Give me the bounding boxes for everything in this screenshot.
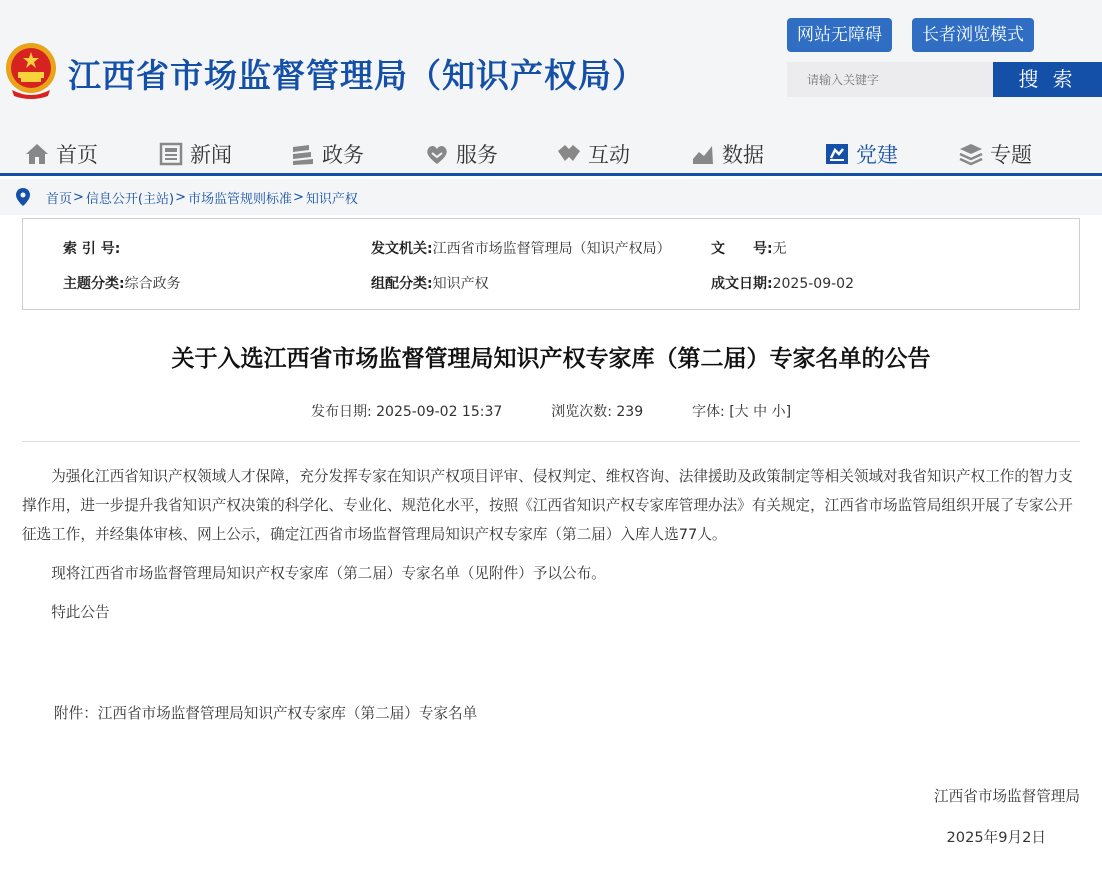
site-title: 江西省市场监督管理局（知识产权局） [68,56,646,95]
publish-date-value: 2025-09-02 15:37 [376,404,503,420]
publish-date-label: 发布日期: [310,404,372,420]
nav-item-label: 数据 [722,143,764,167]
nav-item-data[interactable] [690,138,764,170]
meta-group [371,273,489,293]
font-size-bracket-open: [ [729,404,735,420]
meta-issuer-label: 发文机关: [371,241,433,257]
nav-item-label: 服务 [456,143,498,167]
home-icon [24,141,50,167]
nav-item-news[interactable] [158,138,232,170]
breadcrumb-info-public[interactable]: 信息公开(主站) [85,191,175,207]
meta-group-label: 组配分类: [371,276,433,292]
news-icon [158,141,184,167]
accessibility-button[interactable]: 网站无障碍 [787,18,892,52]
nav-item-label: 首页 [56,143,98,167]
site-header [0,0,1102,130]
article-paragraph: 现将江西省市场监督管理局知识产权专家库（第二届）专家名单（见附件）予以公布。 [51,565,606,582]
meta-date [711,273,854,293]
meta-doc-no-value: 无 [772,241,787,257]
elder-mode-button[interactable]: 长者浏览模式 [912,18,1034,52]
breadcrumb-ip[interactable]: 知识产权 [305,191,358,207]
meta-issuer-value: 江西省市场监督管理局（知识产权局） [432,241,671,257]
search-input[interactable] [787,62,993,97]
meta-index [63,238,120,258]
topic-icon [958,141,984,167]
breadcrumb [0,179,1102,215]
nav-item-label: 互动 [588,143,630,167]
service-icon [424,141,450,167]
main-nav [0,130,1102,176]
meta-date-value: 2025-09-02 [772,276,854,292]
breadcrumb-separator: > [293,189,304,205]
signature-organization: 江西省市场监督管理局 [934,788,1080,805]
article-body [22,462,1080,637]
nav-item-service[interactable] [424,138,498,170]
article-divider [22,441,1080,442]
nav-item-label: 政务 [322,143,364,167]
interaction-icon [556,141,582,167]
meta-index-label: 索 引 号: [63,241,121,257]
article-paragraph: 特此公告 [51,604,110,621]
signature-date: 2025年9月2日 [946,829,1046,846]
nav-item-label: 专题 [990,143,1032,167]
meta-issuer [371,238,671,258]
nav-item-interaction[interactable] [556,138,630,170]
nav-item-home[interactable] [24,138,98,170]
meta-date-label: 成文日期: [711,276,773,292]
meta-doc-no-label: 文 号: [711,241,773,257]
meta-topic [63,273,181,293]
meta-group-value: 知识产权 [432,276,489,292]
meta-topic-label: 主题分类: [63,276,125,292]
font-size-large-link[interactable]: 大 [734,404,749,420]
attachment-link[interactable]: 附件：江西省市场监督管理局知识产权专家库（第二届）专家名单 [54,705,478,722]
font-size-label: 字体: [692,404,725,420]
font-size-bracket-close: ] [785,404,792,420]
view-count-label: 浏览次数: [551,404,612,420]
font-size-small-link[interactable]: 小 [771,404,786,420]
article-title: 关于入选江西省市场监督管理局知识产权专家库（第二届）专家名单的公告 [171,346,931,372]
font-size-medium-link[interactable]: 中 [753,404,768,420]
nav-item-label: 党建 [856,143,898,167]
meta-doc-no [711,238,787,258]
nav-item-label: 新闻 [190,143,232,167]
nav-item-government[interactable] [290,138,364,170]
document-meta-box [22,218,1080,310]
location-pin-icon [16,188,30,206]
data-icon [690,141,716,167]
article-paragraph: 为强化江西省知识产权领域人才保障，充分发挥专家在知识产权项目评审、侵权判定、维权咨询、法律援助及政策制定等相关领域对我省知识产权工作的智力支撑作用，进一步提升我省知识产权决策的科学化、专业化、规范化水平，按照《江西省知识产权专家库管理办法》有关规定，江西省市场监管局组织开展了专家公开征选工作，并经集体审核、网上公示，确定江西省市场监督管理局知识产权专家库（第二届）入库人选77人。 [22,468,1073,543]
nav-item-topic[interactable] [958,138,1032,170]
breadcrumb-rules-standards[interactable]: 市场监管规则标准 [187,191,292,207]
national-emblem-icon [4,40,58,100]
search-button[interactable]: 搜 索 [993,62,1102,97]
breadcrumb-separator: > [73,189,84,205]
government-icon [290,141,316,167]
breadcrumb-home[interactable]: 首页 [46,191,73,207]
article-info-line [0,401,1102,421]
meta-topic-value: 综合政务 [124,276,181,292]
party-building-icon [824,141,850,167]
view-count-value: 239 [616,404,644,420]
breadcrumb-separator: > [175,189,186,205]
nav-item-party-building[interactable] [824,138,898,170]
